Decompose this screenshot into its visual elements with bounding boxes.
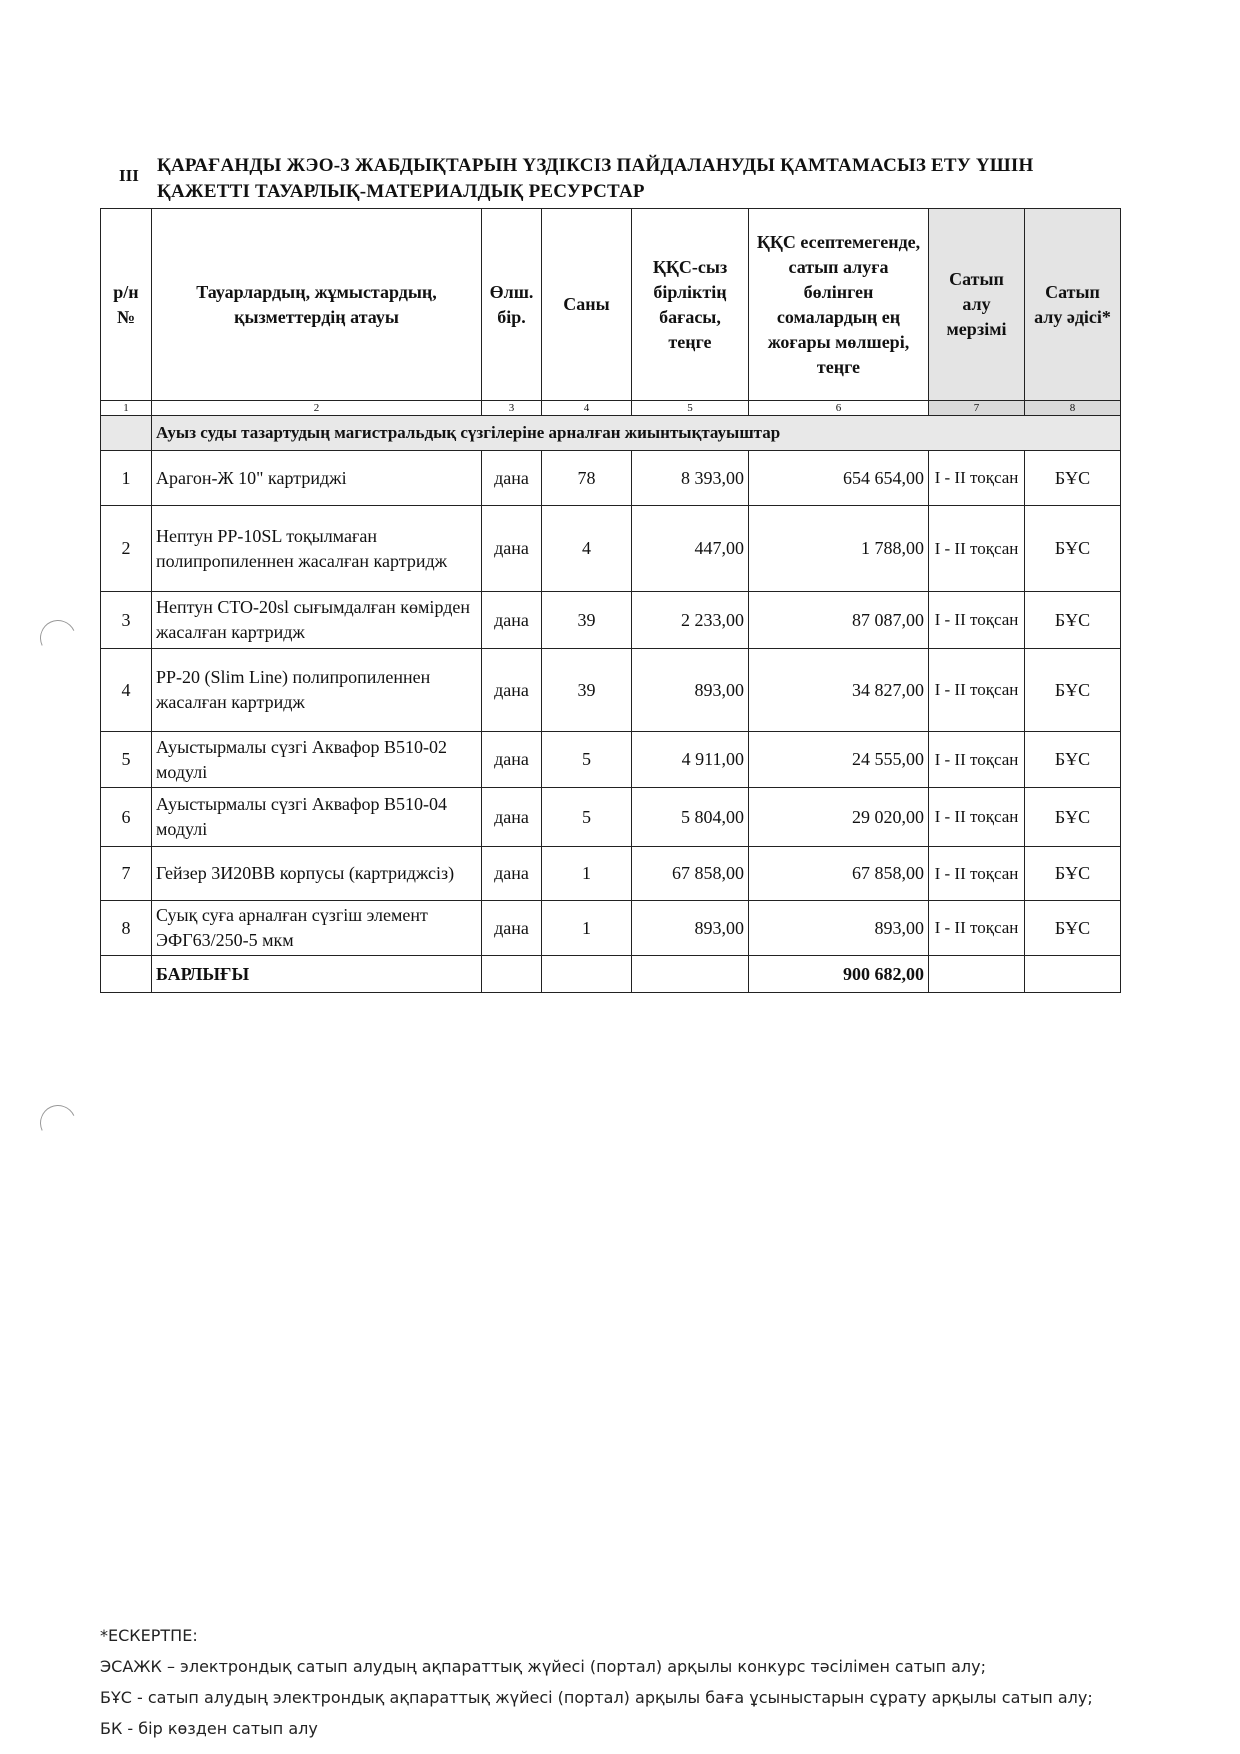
item-price: 5 804,00	[632, 788, 749, 847]
item-name: Арагон-Ж 10" картриджі	[152, 451, 482, 506]
row-number: 4	[101, 649, 152, 732]
header-method: Сатып алу әдісі*	[1025, 209, 1121, 401]
note-esazhk: ЭСАЖК – электрондық сатып алудың ақпараттық жүйесі (портал) арқылы конкурс тәсілімен сатып алу;	[100, 1657, 987, 1676]
column-number: 3	[482, 401, 542, 416]
item-name: Нептун PP-10SL тоқылмаған полипропиленнен жасалған картридж	[152, 506, 482, 592]
group-title: Ауыз суды тазартудың магистральдық сүзгілеріне арналған жиынтықтауыштар	[152, 416, 1121, 451]
header-name: Тауарлардың, жұмыстардың, қызметтердің атауы	[152, 209, 482, 401]
item-price: 4 911,00	[632, 732, 749, 788]
header-row-number: р/н №	[101, 209, 152, 401]
item-unit: дана	[482, 592, 542, 649]
item-sum: 1 788,00	[749, 506, 929, 592]
note-bk: БК - бір көзден сатып алу	[100, 1719, 318, 1738]
punch-hole-mark	[35, 1100, 81, 1146]
item-method: БҰС	[1025, 788, 1121, 847]
header-row	[101, 209, 1121, 401]
item-unit: дана	[482, 506, 542, 592]
item-price: 447,00	[632, 506, 749, 592]
item-method: БҰС	[1025, 901, 1121, 956]
item-unit: дана	[482, 847, 542, 901]
item-method: БҰС	[1025, 451, 1121, 506]
punch-hole-mark	[35, 615, 81, 661]
item-method: БҰС	[1025, 506, 1121, 592]
item-method: БҰС	[1025, 649, 1121, 732]
column-number: 7	[929, 401, 1025, 416]
item-unit: дана	[482, 451, 542, 506]
header-unit: Өлш. бір.	[482, 209, 542, 401]
column-number: 5	[632, 401, 749, 416]
header-unit-price: ҚҚС-сыз бірліктің бағасы, теңге	[632, 209, 749, 401]
item-name: Ауыстырмалы сүзгі Аквафор B510-02 модулі	[152, 732, 482, 788]
column-number: 1	[101, 401, 152, 416]
section-number: III	[119, 166, 139, 185]
item-sum: 893,00	[749, 901, 929, 956]
item-sum: 29 020,00	[749, 788, 929, 847]
table-row	[101, 788, 1121, 847]
total-row	[101, 956, 1121, 993]
table-row	[101, 649, 1121, 732]
item-method: БҰС	[1025, 732, 1121, 788]
item-unit: дана	[482, 649, 542, 732]
item-name: Суық суға арналған сүзгіш элемент ЭФГ63/250-5 мкм	[152, 901, 482, 956]
item-unit: дана	[482, 788, 542, 847]
row-number: 3	[101, 592, 152, 649]
item-name: Гейзер 3И20BB корпусы (картриджсіз)	[152, 847, 482, 901]
item-name: Нептун CTO-20sl сығымдалған көмірден жасалған картридж	[152, 592, 482, 649]
item-sum: 24 555,00	[749, 732, 929, 788]
group-row	[101, 416, 1121, 451]
item-price: 67 858,00	[632, 847, 749, 901]
table-row	[101, 847, 1121, 901]
column-number: 6	[749, 401, 929, 416]
row-number: 5	[101, 732, 152, 788]
row-number: 7	[101, 847, 152, 901]
item-name: PP-20 (Slim Line) полипропиленнен жасалған картридж	[152, 649, 482, 732]
footnotes	[100, 1620, 1180, 1744]
item-period: I - II тоқсан	[929, 649, 1025, 732]
item-period: I - II тоқсан	[929, 506, 1025, 592]
header-period: Сатып алу мерзімі	[929, 209, 1025, 401]
notes-heading: *ЕСКЕРТПЕ:	[100, 1626, 198, 1645]
total-sum: 900 682,00	[749, 956, 929, 993]
item-price: 893,00	[632, 901, 749, 956]
note-bus: БҰС - сатып алудың электрондық ақпараттық жүйесі (портал) арқылы баға ұсыныстарын сұрату арқылы сатып алу;	[100, 1688, 1093, 1707]
header-quantity: Саны	[542, 209, 632, 401]
item-quantity: 78	[542, 451, 632, 506]
item-unit: дана	[482, 901, 542, 956]
column-number: 4	[542, 401, 632, 416]
item-sum: 654 654,00	[749, 451, 929, 506]
document-title	[157, 153, 1157, 205]
item-quantity: 5	[542, 732, 632, 788]
item-quantity: 5	[542, 788, 632, 847]
header-max-sum: ҚҚС есептемегенде, сатып алуға бөлінген сомалардың ең жоғары мөлшері, теңге	[749, 209, 929, 401]
column-number-row	[101, 401, 1121, 416]
item-period: I - II тоқсан	[929, 847, 1025, 901]
item-quantity: 1	[542, 901, 632, 956]
item-period: I - II тоқсан	[929, 732, 1025, 788]
item-period: I - II тоқсан	[929, 788, 1025, 847]
item-name: Ауыстырмалы сүзгі Аквафор B510-04 модулі	[152, 788, 482, 847]
table-row	[101, 506, 1121, 592]
item-price: 893,00	[632, 649, 749, 732]
item-period: I - II тоқсан	[929, 451, 1025, 506]
row-number: 6	[101, 788, 152, 847]
total-label: БАРЛЫҒЫ	[152, 956, 482, 993]
item-period: I - II тоқсан	[929, 592, 1025, 649]
item-sum: 67 858,00	[749, 847, 929, 901]
item-quantity: 4	[542, 506, 632, 592]
item-quantity: 1	[542, 847, 632, 901]
row-number: 2	[101, 506, 152, 592]
item-unit: дана	[482, 732, 542, 788]
item-method: БҰС	[1025, 592, 1121, 649]
resources-table	[100, 208, 1121, 993]
item-sum: 34 827,00	[749, 649, 929, 732]
title-line-1: ҚАРАҒАНДЫ ЖЭО-3 ЖАБДЫҚТАРЫН ҮЗДІКСІЗ ПАЙДАЛАНУДЫ ҚАМТАМАСЫЗ ЕТУ ҮШІН	[157, 155, 1034, 176]
table-row	[101, 451, 1121, 506]
item-price: 2 233,00	[632, 592, 749, 649]
row-number: 8	[101, 901, 152, 956]
title-line-2: ҚАЖЕТТІ ТАУАРЛЫҚ-МАТЕРИАЛДЫҚ РЕСУРСТАР	[157, 181, 645, 202]
item-quantity: 39	[542, 592, 632, 649]
item-period: I - II тоқсан	[929, 901, 1025, 956]
row-number: 1	[101, 451, 152, 506]
item-sum: 87 087,00	[749, 592, 929, 649]
item-method: БҰС	[1025, 847, 1121, 901]
table-row	[101, 592, 1121, 649]
item-quantity: 39	[542, 649, 632, 732]
table-row	[101, 901, 1121, 956]
column-number: 8	[1025, 401, 1121, 416]
table-row	[101, 732, 1121, 788]
item-price: 8 393,00	[632, 451, 749, 506]
column-number: 2	[152, 401, 482, 416]
